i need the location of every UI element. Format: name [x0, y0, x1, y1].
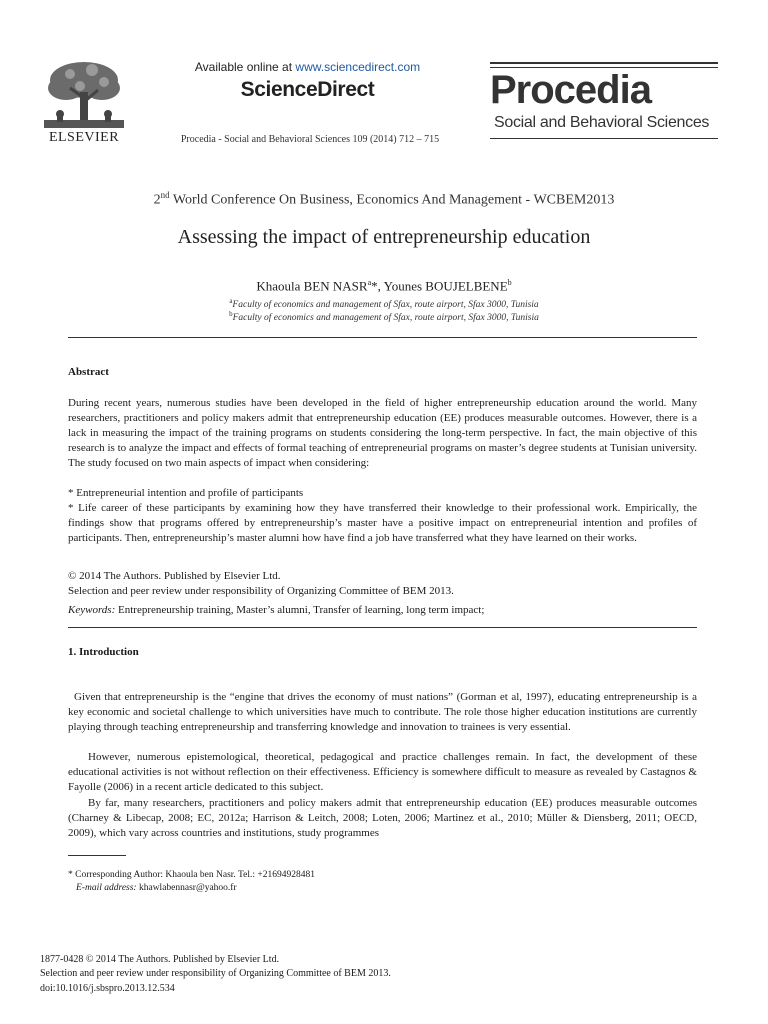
- author-list: [40, 278, 728, 294]
- introduction-paragraph-2: However, numerous epistemological, theoretical, pedagogical and practice challenges remain. In fact, the development of these educational activities is not without reflection on their effectiveness. Efficiency is somewhere difficult to measure as revealed by Castagnos & Fayolle (2006) in a recent article dedicated to this subject.: [68, 751, 697, 793]
- procedia-subtitle: Social and Behavioral Sciences: [494, 114, 710, 131]
- conference-title: World Conference On Business, Economics And Management - WCBEM2013: [169, 192, 615, 208]
- paper-title: Assessing the impact of entrepreneurship education: [177, 226, 591, 248]
- author-1-affiliation-mark: a: [367, 278, 372, 287]
- abstract-paragraph-1: During recent years, numerous studies have been developed in the field of higher entrepreneurship education around the world. Many researchers, practitioners and policy makers admit that entrepreneurship education (EE) produces measurable outcomes. However, there is a lack in measuring the impact of the training programs on students considering the long-term perspective. In fact, the main objective of this research is to analyze the impact and effects of formal teaching of entrepreneurial programs on master’s degree students at Tunisian university. The study focused on two main aspects of impact when considering:: [68, 397, 697, 469]
- affiliation-a-text: Faculty of economics and management of Sfax, route airport, Sfax 3000, Tunisia: [232, 300, 539, 311]
- author-2-affiliation-mark: b: [507, 278, 512, 287]
- keywords-list: Entrepreneurship training, Master’s alumni, Transfer of learning, long term impact;: [115, 604, 485, 616]
- footer-review-note: Selection and peer review under responsibility of Organizing Committee of BEM 2013.: [40, 968, 391, 979]
- procedia-top-rule: [490, 62, 718, 64]
- footer-copyright: 1877-0428 © 2014 The Authors. Published by Elsevier Ltd.: [40, 954, 280, 965]
- affiliation-a-mark: a: [229, 297, 233, 305]
- abstract-review-note: Selection and peer review under responsibility of Organizing Committee of BEM 2013.: [68, 585, 454, 597]
- publisher-name: ELSEVIER: [48, 130, 120, 145]
- introduction-paragraph-1: Given that entrepreneurship is the “engine that drives the economy of must nations” (Gorman et al, 1997), educating entrepreneurship is a key economic and societal challenge to which universities have much to contribute. The role those higher education institutions are currently playing through teaching entrepreneurship and transferring knowledge and innovation to trainees is very essential.: [68, 691, 697, 733]
- elsevier-tree-logo: [40, 58, 128, 130]
- keywords: [68, 604, 484, 616]
- author-1: Khaoula BEN NASR: [256, 278, 368, 294]
- abstract-bullet-1: * Entrepreneurial intention and profile of participants: [68, 487, 304, 499]
- email-address[interactable]: khawlabennasr@yahoo.fr: [136, 883, 237, 893]
- abstract-bullet-2: * Life career of these participants by examining how they have transferred their knowledge to their professional work. Empirically, the findings show that programs offered by entrepreneurship’s master have a positive impact on entrepreneurial intention and profiles of participants. Then, entrepreneurship’s master alumni how have find a job have transferred what they have learned on their works.: [68, 502, 697, 544]
- affiliation-a: [40, 297, 728, 310]
- journal-citation: Procedia - Social and Behavioral Sciences 109 (2014) 712 – 715: [180, 134, 440, 145]
- affiliation-b: [40, 310, 728, 323]
- sciencedirect-link[interactable]: www.sciencedirect.com: [295, 60, 421, 74]
- footer-doi[interactable]: doi:10.1016/j.sbspro.2013.12.534: [40, 983, 175, 994]
- procedia-bottom-rule: [490, 138, 718, 139]
- introduction-paragraph-3: By far, many researchers, practitioners and policy makers admit that entrepreneurship education (EE) produces measurable outcomes (Charney & Libecap, 2008; EC, 2012a; Harrison & Leitch, 2008; Loten, 2006; Martinez et al., 2010; Müller & Diensberg, 2011; OECD, 2009), which vary across countries and institutions, study programmes: [68, 797, 697, 839]
- procedia-logo: Procedia: [490, 68, 651, 112]
- abstract-heading: Abstract: [68, 366, 109, 378]
- author-2: , Younes BOUJELBENE: [377, 278, 508, 294]
- keywords-label: Keywords:: [68, 604, 116, 616]
- corresponding-author-note: * Corresponding Author: Khaoula ben Nasr. Tel.: +21694928481: [68, 870, 316, 880]
- conference-ordinal-suffix: nd: [160, 190, 170, 200]
- email-note: [76, 883, 237, 893]
- conference-name: [40, 190, 728, 209]
- footnote-rule: [68, 855, 126, 856]
- sciencedirect-logo: ScienceDirect: [240, 78, 375, 101]
- email-label: E-mail address:: [76, 883, 137, 893]
- affiliation-b-text: Faculty of economics and management of Sfax, route airport, Sfax 3000, Tunisia: [232, 313, 539, 324]
- introduction-heading: 1. Introduction: [68, 646, 139, 658]
- available-label: Available online at: [194, 60, 296, 74]
- conference-ordinal: 2: [153, 192, 161, 208]
- abstract-copyright: © 2014 The Authors. Published by Elsevier Ltd.: [68, 570, 281, 582]
- affiliation-b-mark: b: [229, 310, 233, 318]
- divider-top: [68, 337, 697, 338]
- divider-bottom: [68, 627, 697, 628]
- corresponding-mark: *: [371, 278, 378, 294]
- available-online-line: [160, 60, 455, 74]
